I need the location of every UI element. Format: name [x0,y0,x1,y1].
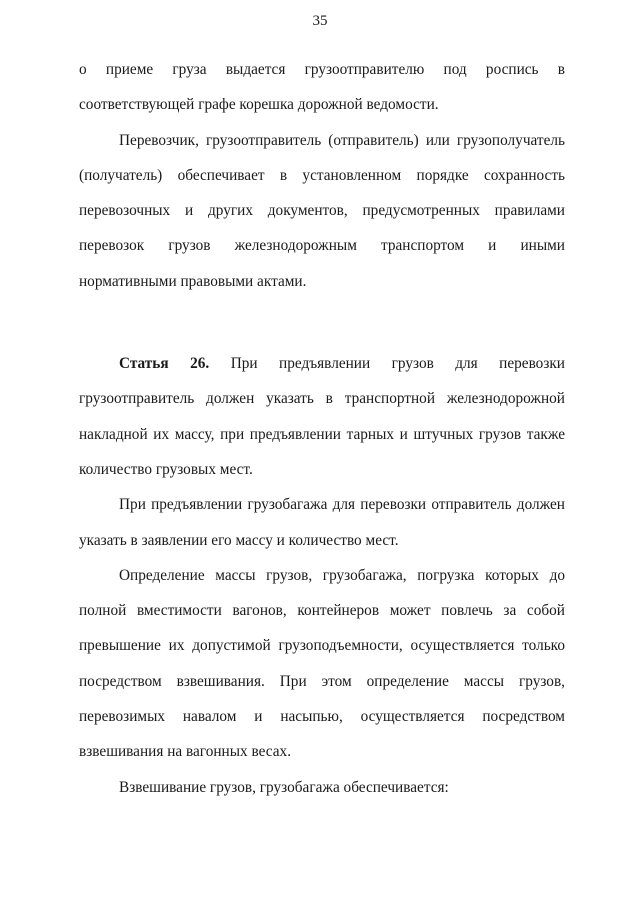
article-label: Статья 26. [119,355,210,373]
page-number: 35 [312,13,328,29]
paragraph-continuation: о приеме груза выдается грузоотправителю под роспись в соответствующей графе корешка дорожной ведомости. [79,61,565,114]
article-26-paragraph [79,346,565,487]
paragraph-mass-determination: Определение массы грузов, грузобагажа, погрузка которых до полной вместимости вагонов, контейнеров может повлечь за собой превышение их допустимой грузоподъемности, осуществляется только посредством взвешивания. При этом определение массы грузов, перевозимых навалом и насыпью, осуществляется посредством взвешивания на вагонных весах. [79,566,565,761]
paragraph-cargo-luggage: При предъявлении грузобагажа для перевозки отправитель должен указать в заявлении его массу и количество мест. [79,496,565,549]
article-26-text: При предъявлении грузов для перевозки грузоотправитель должен указать в транспортной железнодорожной накладной их массу, при предъявлении тарных и штучных грузов также количество грузовых мест. [79,355,565,478]
paragraph-carrier-obligations: Перевозчик, грузоотправитель (отправитель) или грузополучатель (получатель) обеспечивает в установленном порядке сохранность перевозочных и других документов, предусмотренных правилами перевозок грузов железнодорожным транспортом и иными нормативными правовыми актами. [79,131,565,290]
paragraph-weighing: Взвешивание грузов, грузобагажа обеспечивается: [119,778,449,796]
document-body [79,52,565,805]
